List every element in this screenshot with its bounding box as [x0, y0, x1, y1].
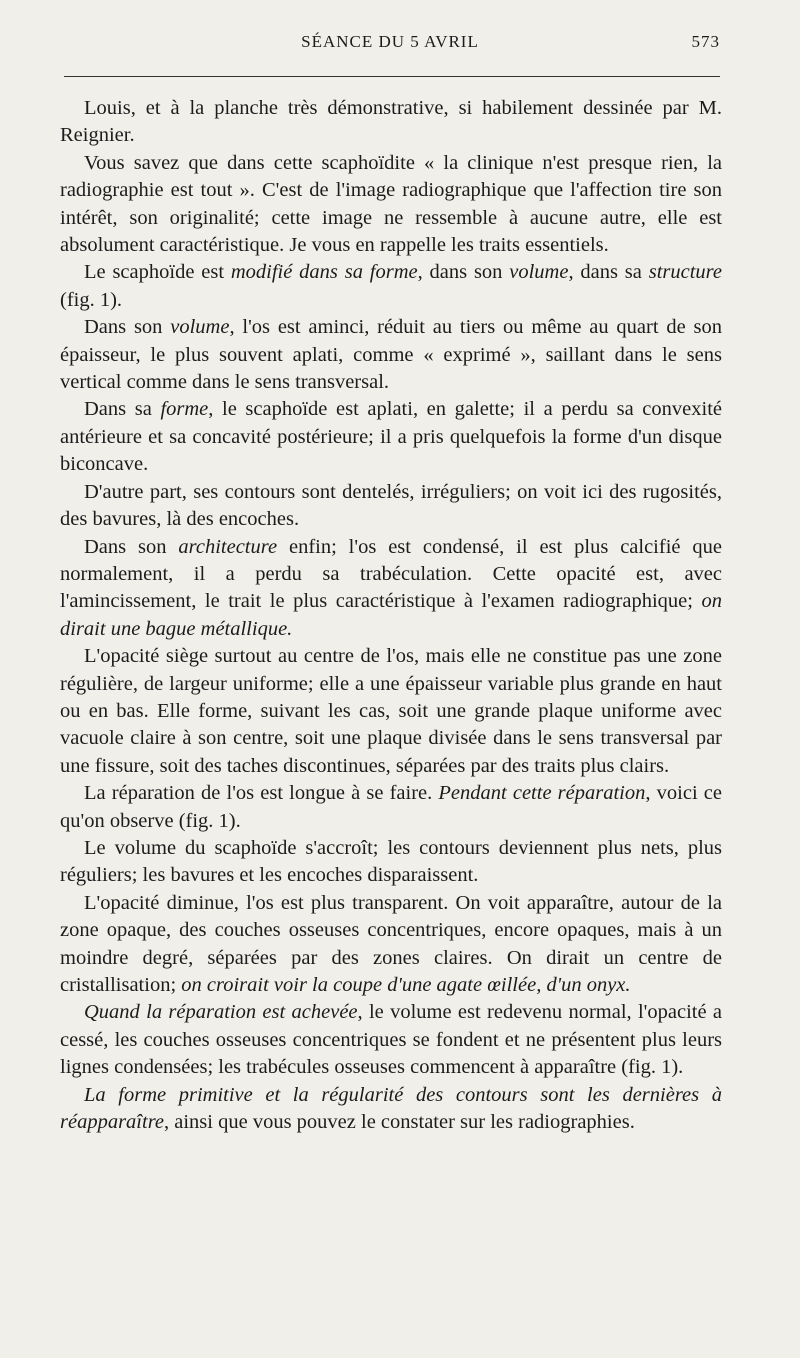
paragraph [60, 150, 722, 260]
paragraph [60, 890, 722, 1000]
text-run: Vous savez que dans cette scaphoïdite « la clinique n'est presque rien, la radiographie est tout ». C'est de l'image radiographique que l'affection tire son intérêt, son originalité; cette image ne ressemble à aucune autre, elle est absolument caractéristique. Je vous en rappelle les traits essentiels. [60, 151, 722, 257]
italic-text: forme [160, 398, 209, 421]
text-run: Dans son [84, 535, 179, 558]
text-run: , dans sa [568, 261, 649, 284]
text-run: Dans son [84, 316, 171, 339]
text-run: L'opacité siège surtout au centre de l'os, mais elle ne constitue pas une zone régulière, de largeur uniforme; elle a une épaisseur variable plus grande en haut ou en bas. Elle forme, suivant les cas, soit une grande plaque uniforme avec vacuole claire à son centre, soit une plaque divisée dans le sens transversal par une fissure, soit des taches discontinues, séparées par des traits plus clairs. [60, 645, 722, 777]
paragraph [60, 259, 722, 314]
page-header [60, 32, 720, 60]
text-run: , le volume est redevenu normal, l'opacité a cessé, les couches osseuses concentriques se fondent et ne présentent plus leurs lignes condensées; les trabécules osseuses commencent à apparaître (fig. 1). [60, 1001, 722, 1079]
italic-text: La forme primitive et la régularité des contours sont les dernières à réapparaître [60, 1083, 722, 1134]
header-rule [64, 76, 720, 77]
text-run: Dans sa [84, 398, 161, 421]
text-run: Le scaphoïde est [84, 261, 231, 284]
italic-text: on dirait une bague métallique. [60, 590, 722, 640]
paragraph [60, 835, 722, 890]
italic-text: volume [170, 316, 230, 339]
italic-text: architecture [178, 535, 278, 558]
text-run: , voici ce qu'on observe (fig. 1). [60, 782, 722, 832]
italic-text: on croirait voir la coupe d'une agate œillée, d'un onyx. [181, 974, 631, 996]
paragraph [60, 643, 722, 780]
text-run: , l'os est aminci, réduit au tiers ou même au quart de son épaisseur, le plus souvent aplati, comme « exprimé », saillant dans le sens vertical comme dans le sens transversal. [60, 316, 722, 394]
text-run: Louis, et à la planche très démonstrative, si habilement dessinée par M. Reignier. [60, 97, 722, 147]
paragraph [60, 314, 722, 396]
paragraph [60, 479, 722, 534]
text-run: , le scaphoïde est aplati, en galette; il a perdu sa convexité antérieure et sa concavité postérieure; il a pris quelquefois la forme d'un disque biconcave. [60, 398, 722, 476]
body-text [60, 95, 722, 1136]
italic-text: Quand la réparation est achevée [84, 1001, 358, 1024]
text-run: La réparation de l'os est longue à se faire. [84, 782, 439, 805]
text-run: , ainsi que vous pouvez le constater sur les radiographies. [164, 1111, 635, 1134]
running-head: SÉANCE DU 5 AVRIL [301, 32, 479, 51]
page-number: 573 [691, 32, 720, 51]
text-run: L'opacité diminue, l'os est plus transparent. On voit apparaître, autour de la zone opaque, des couches osseuses concentriques, encore opaques, mais à un moindre degré, séparées par des zones claires. On dirait un centre de cristallisation; [60, 891, 722, 996]
text-run: D'autre part, ses contours sont dentelés, irréguliers; on voit ici des rugosités, des bavures, là des encoches. [60, 480, 722, 531]
paragraph [60, 396, 722, 478]
paragraph [60, 1082, 722, 1137]
text-run: , dans son [417, 261, 510, 284]
italic-text: Pendant cette réparation [438, 782, 646, 805]
italic-text: structure [648, 261, 722, 284]
italic-text: modifié dans sa forme [230, 261, 418, 284]
italic-text: volume [509, 261, 569, 284]
text-run: Le volume du scaphoïde s'accroît; les contours deviennent plus nets, plus réguliers; les bavures et les encoches disparaissent. [60, 836, 722, 887]
paragraph [60, 95, 722, 150]
paragraph [60, 534, 722, 644]
text-run: enfin; l'os est condensé, il est plus calcifié que normalement, il a perdu sa trabéculation. Cette opacité est, avec l'amincissement, le trait le plus caractéristique à l'examen radiographique; [60, 535, 722, 613]
text-run: (fig. 1). [60, 288, 123, 311]
paragraph [60, 999, 722, 1081]
paragraph [60, 780, 722, 835]
